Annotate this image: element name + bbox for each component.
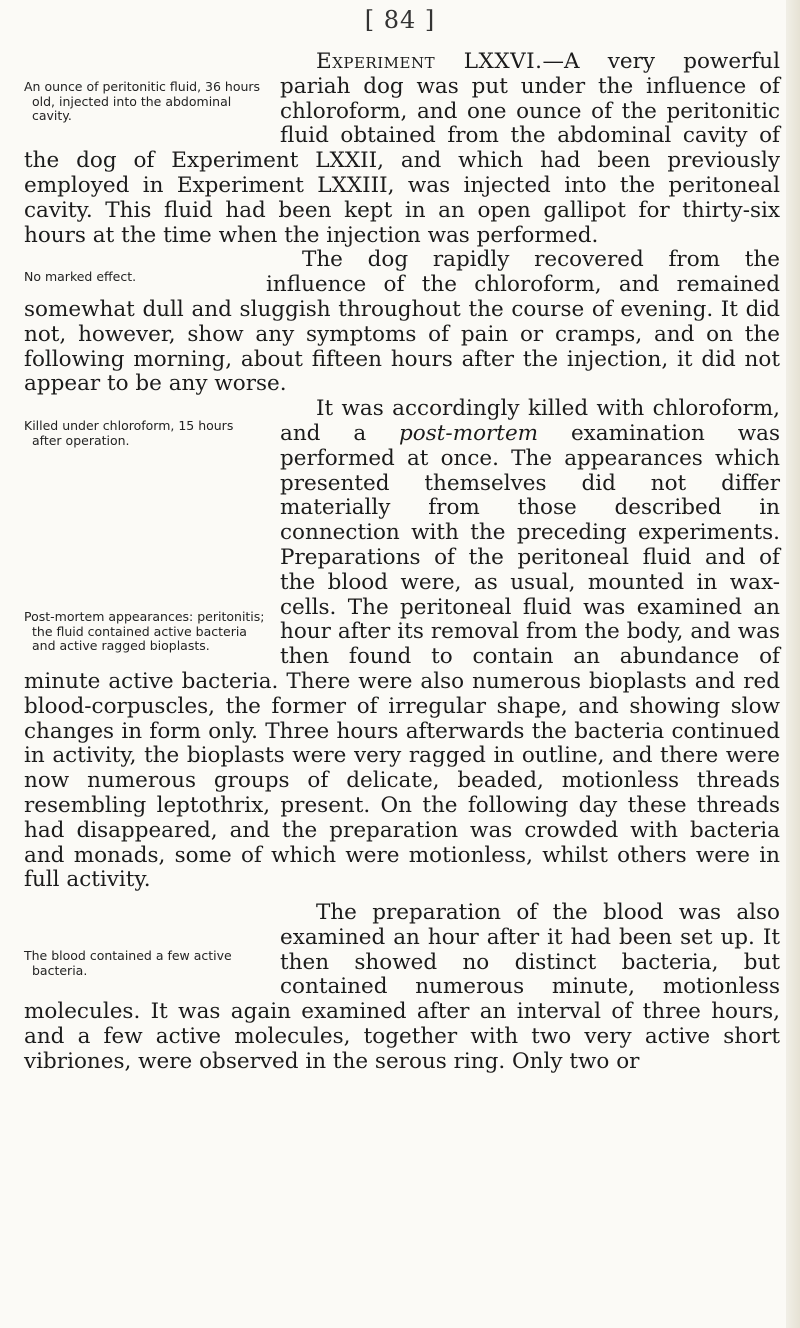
margin-note-injection: An ounce of peritonitic fluid, 36 hours old, injected into the abdominal cavity. (24, 79, 261, 123)
paragraph-blood (24, 901, 780, 1075)
page-edge (786, 0, 800, 1328)
paragraph-post-mortem (24, 397, 780, 893)
paragraph-experiment (24, 50, 780, 248)
post-mortem-italic: post-mortem (399, 420, 539, 446)
experiment-heading: Experiment LXXVI. (316, 49, 543, 74)
margin-note-no-effect: No marked effect. (24, 269, 137, 285)
page-number: [ 84 ] (364, 6, 436, 34)
paragraph-text: The preparation of the blood was also examined an hour after it had been set up. It then showed no distinct bacteria, but contained numerous minute, motionless molecules. It was again examined after an interval of three hours, and a few active molecules, together with two very active short vibriones, were observed in the serous ring. Only two or (24, 900, 780, 1074)
paragraph-text-before: It was accordingly killed with chloroform, and a (280, 396, 780, 446)
margin-note-blood: The blood contained a few active bacteria. (24, 948, 232, 978)
paragraph-text: —A very powerful pariah dog was put under the influence of chloroform, and one ounce of the peritonitic fluid obtained from the abdominal cavity of the dog of Experiment LXXII, and which had been previously employed in Experiment LXXIII, was injected into the peritoneal cavity. This fluid had been kept in an open gallipot for thirty-six hours at the time when the injection was performed. (24, 49, 781, 248)
paragraph-text: The dog rapidly recovered from the influence of the chloroform, and remained somewhat dull and sluggish throughout the course of evening. It did not, however, show any symptoms of pain or cramps, and on the following morning, about fifteen hours after the injection, it did not appear to be any worse. (24, 247, 780, 397)
paragraph-text-after: examination was performed at once. The appearances which presented themselves did not differ materially from those described in connection with the preceding experiments. Preparations of the peritoneal fluid and of the blood were, as usual, mounted in wax-cells. The peritoneal fluid was examined an hour after its removal from the body, and was then found to contain an abundance of minute active bacteria. There were also numerous bioplasts and red blood-corpuscles, the former of irregular shape, and showing slow changes in form only. Three hours afterwards the bacteria continued in activity, the bioplasts were very ragged in outline, and there were now numerous groups of delicate, beaded, motionless threads resembling leptothrix, present. On the following day these threads had disappeared, and the preparation was crowded with bacteria and monads, some of which were motionless, whilst others were in full activity. (24, 420, 781, 893)
body-text (24, 50, 780, 1075)
paragraph-recovery (24, 248, 780, 397)
margin-note-killed: Killed under chloroform, 15 hours after operation. (24, 418, 234, 448)
margin-note-post-mortem: Post-mortem appearances: peritonitis; the fluid contained active bacteria and active ragged bioplasts. (24, 609, 265, 654)
